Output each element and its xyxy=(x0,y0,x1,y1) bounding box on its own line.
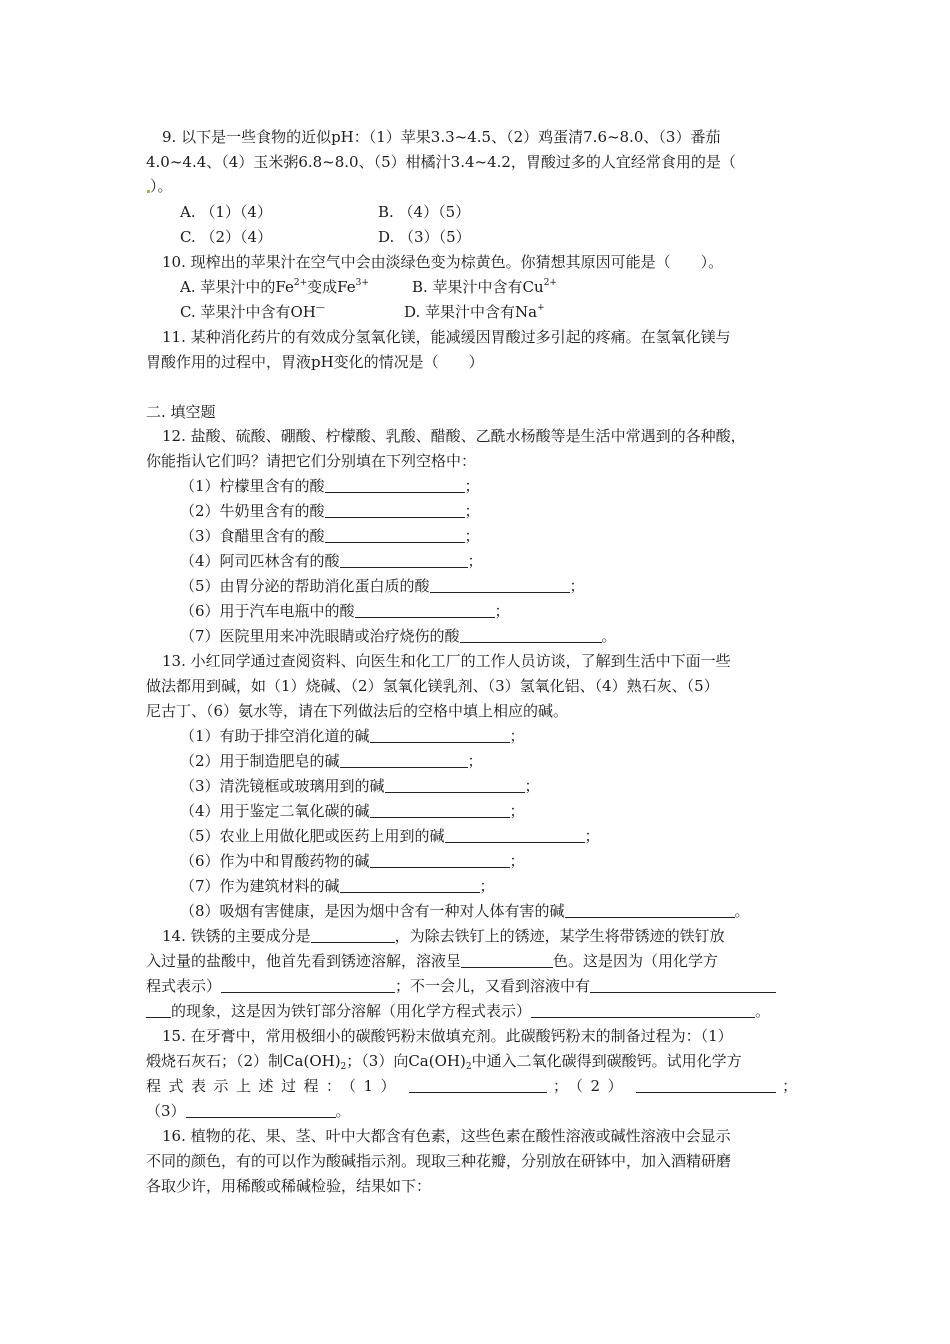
answer-blank[interactable] xyxy=(311,927,395,943)
q12-line-1: 12. 盐酸、硫酸、硼酸、柠檬酸、乳酸、醋酸、乙酰水杨酸等是生活中常遇到的各种酸， xyxy=(162,427,746,445)
q12-item: （2）牛奶里含有的酸 ； xyxy=(180,502,480,520)
q12-line-2: 你能指认它们吗？请把它们分别填在下列空格中： xyxy=(146,452,477,470)
q12-item: （1）柠檬里含有的酸 ； xyxy=(180,477,480,495)
answer-blank[interactable] xyxy=(340,877,480,893)
q15-line-1: 15. 在牙膏中，常用极细小的碳酸钙粉末做填充剂。此碳酸钙粉末的制备过程为：（1） xyxy=(162,1027,733,1045)
q10-option-c: C. 苹果汁中含有OH— xyxy=(180,303,325,321)
q9-line-2: 4.0~4.4、（4）玉米粥6.8~8.0、（5）柑橘汁3.4~4.2，胃酸过多的人宜经常食用的是（ xyxy=(146,153,736,171)
q13-line-1: 13. 小红同学通过查阅资料、向医生和化工厂的工作人员访谈，了解到生活中下面一些 xyxy=(162,652,731,670)
answer-blank[interactable] xyxy=(355,602,495,618)
q15-line-2: 煅烧石灰石；（2）制$Ca(OH)_2$；（3）向$Ca(OH)_2$中通入二氧化碳得到碳酸钙。试用化学方 xyxy=(146,1052,742,1072)
answer-blank[interactable] xyxy=(460,627,602,643)
answer-blank[interactable] xyxy=(445,827,585,843)
q9-option-b: B. （4）（5） xyxy=(378,203,471,221)
q9-option-d: D. （3）（5） xyxy=(378,228,471,246)
q16-line-1: 16. 植物的花、果、茎、叶中大都含有色素，这些色素在酸性溶液或碱性溶液中会显示 xyxy=(162,1127,731,1145)
q13-item: （1）有助于排空消化道的碱 ； xyxy=(180,727,525,745)
q12-item: （3）食醋里含有的酸 ； xyxy=(180,527,480,545)
q13-item: （8）吸烟有害健康，是因为烟中含有一种对人体有害的碱 。 xyxy=(180,902,750,920)
q13-item: （2）用于制造肥皂的碱 ； xyxy=(180,752,483,770)
answer-blank[interactable] xyxy=(461,952,553,968)
answer-blank[interactable] xyxy=(340,552,468,568)
q13-line-2: 做法都用到碱，如（1）烧碱、（2）氢氧化镁乳剂、（3）氢氧化铝、（4）熟石灰、（5） xyxy=(146,677,719,695)
answer-blank[interactable] xyxy=(325,502,465,518)
answer-blank[interactable] xyxy=(370,852,510,868)
q14-line-4: 的现象，这是因为铁钉部分溶解（用化学方程式表示） 。 xyxy=(146,1000,770,1022)
answer-blank[interactable] xyxy=(186,1102,336,1118)
answer-blank[interactable] xyxy=(221,977,395,993)
section-title: 二. 填空题 xyxy=(146,403,216,421)
q13-item: （7）作为建筑材料的碱 ； xyxy=(180,877,495,895)
answer-blank[interactable] xyxy=(430,577,570,593)
answer-blank[interactable] xyxy=(531,1002,755,1018)
q13-item: （5）农业上用做化肥或医药上用到的碱 ； xyxy=(180,827,600,845)
answer-blank[interactable] xyxy=(636,1077,776,1093)
q9-line-1: 9. 以下是一些食物的近似pH：（1）苹果3.3~4.5、（2）鸡蛋清7.6~8.0、（3）番茄 xyxy=(162,128,721,146)
q16-line-3: 各取少许，用稀酸或稀碱检验，结果如下： xyxy=(146,1177,432,1195)
answer-blank[interactable] xyxy=(385,777,525,793)
answer-blank[interactable] xyxy=(325,527,465,543)
q14-line-3: 程式表示） ；不一会儿，又看到溶液中有 xyxy=(146,975,776,997)
q10-option-d: D. 苹果汁中含有Na+ xyxy=(404,303,545,321)
q10-stem: 10. 现榨出的苹果汁在空气中会由淡绿色变为棕黄色。你猜想其原因可能是（ ）。 xyxy=(162,253,724,271)
q12-item: （5）由胃分泌的帮助消化蛋白质的酸 ； xyxy=(180,577,585,595)
q9-option-c: C. （2）（4） xyxy=(180,228,273,246)
answer-blank[interactable] xyxy=(325,477,465,493)
answer-blank[interactable] xyxy=(340,752,468,768)
q13-line-3: 尼古丁、（6）氨水等，请在下列做法后的空格中填上相应的碱。 xyxy=(146,702,569,720)
answer-blank[interactable] xyxy=(370,802,510,818)
q12-item: （4）阿司匹林含有的酸 ； xyxy=(180,552,483,570)
q15-line-3: 程式表示上述过程：（1） ；（2） ； xyxy=(146,1077,798,1095)
answer-blank[interactable] xyxy=(146,1002,171,1018)
q14-line-1: 14. 铁锈的主要成分是 ，为除去铁钉上的锈迹，某学生将带锈迹的铁钉放 xyxy=(162,927,725,945)
q13-item: （3）清洗镜框或玻璃用到的碱 ； xyxy=(180,777,540,795)
q9-line-3: ）。 xyxy=(146,175,173,197)
q10-option-a: A. 苹果汁中的$Fe^{2+}$变成$Fe^{3+}$ xyxy=(180,278,369,296)
q13-item: （4）用于鉴定二氧化碳的碱 ； xyxy=(180,802,525,820)
q11-line-1: 11. 某种消化药片的有效成分氢氧化镁，能减缓因胃酸过多引起的疼痛。在氢氧化镁与 xyxy=(162,328,731,346)
q9-option-a: A. （1）（4） xyxy=(180,203,272,221)
answer-blank[interactable] xyxy=(590,977,776,993)
q15-line-4: （3） 。 xyxy=(146,1102,351,1120)
q16-line-2: 不同的颜色，有的可以作为酸碱指示剂。现取三种花瓣，分别放在研钵中，加入酒精研磨 xyxy=(146,1152,732,1170)
q12-item: （6）用于汽车电瓶中的酸 ； xyxy=(180,602,510,620)
q13-item: （6）作为中和胃酸药物的碱 ； xyxy=(180,852,525,870)
answer-blank[interactable] xyxy=(409,1077,547,1093)
q10-option-b: B. 苹果汁中含有$Cu^{2+}$ xyxy=(412,278,557,296)
answer-blank[interactable] xyxy=(370,727,510,743)
q12-item: （7）医院里用来冲洗眼睛或治疗烧伤的酸 。 xyxy=(180,627,617,645)
q11-line-2: 胃酸作用的过程中，胃液pH变化的情况是（ ） xyxy=(146,353,484,371)
answer-blank[interactable] xyxy=(565,902,735,918)
q14-line-2: 入过量的盐酸中，他首先看到锈迹溶解，溶液呈 色。这是因为（用化学方 xyxy=(146,952,719,970)
